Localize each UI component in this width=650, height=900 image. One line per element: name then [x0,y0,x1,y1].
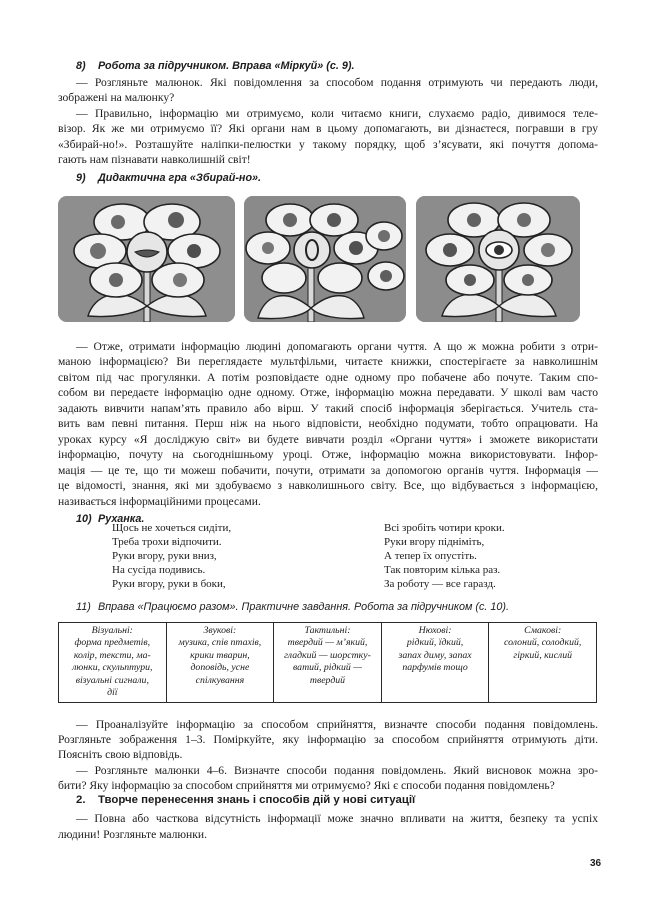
poem-left-line-4: На сусіда подивись. [112,564,206,577]
analysis-line-4: — Розгляньте малюнки 4–6. Визначте способи подання повідомлень. Який висновок можна зро- [76,764,598,777]
item-9-title: Дидактична гра «Збирай-но». [98,172,262,184]
analysis-line-3: Поясніть свою відповідь. [58,748,183,761]
poem-right-line-3: А тепер їх опустіть. [384,550,477,563]
item-11-number: 11) [76,601,91,613]
senses-table [58,622,597,703]
sound-cell [166,623,274,703]
visual-cell [59,623,167,703]
sound-item-3: доповідь, усне [190,662,250,674]
poem-left-line-5: Руки вгору, руки в боки, [112,578,226,591]
section-2-heading [76,794,415,806]
item-8-number: 8) [76,60,86,72]
visual-item-3: люнки, скульптури, [72,662,153,674]
main-paragraph-line-4: собом ви передаєте інформацію одне одному. Отже, інформацію можна передавати. У школі вам часто [58,386,598,399]
poem-right-line-5: За роботу — все гаразд. [384,578,496,591]
main-paragraph-line-2: маною інформацією? Ви переглядаєте мультфільми, читаєте книжки, спостерігаєте за навколишнім [58,355,598,368]
tactile-category: Тактильні: [304,625,351,636]
taste-item-1: солоний, солодкий, [504,637,582,649]
taste-cell [489,623,597,703]
item-8-line-2: зображені на малюнку? [58,91,175,104]
main-paragraph-line-10: це відомості, знання, які ми здобуваємо з навколишнього світу. Все, що відбувається з інформацією, [58,479,598,492]
sound-item-2: крики тварин, [190,649,250,661]
main-paragraph-line-11: називається інформаційними процесами. [58,495,261,508]
taste-item-2: гіркий, кислий [513,649,572,661]
main-paragraph-line-5: задають вивчити напам’ять правило або вірш. У такий спосіб інформація зберігається. Учитель ста- [58,402,598,415]
smell-item-3: парфумів тощо [402,662,468,674]
item-8-title: Робота за підручником. Вправа «Міркуй» (с. 9). [98,60,355,72]
analysis-line-2: Розгляньте зображення 1–3. Поміркуйте, яку інформацію за способом сприйняття отримують діти. [58,733,598,746]
item-8-line-3: — Правильно, інформацію ми отримуємо, коли читаємо книги, слухаємо радіо, дивимося теле- [76,107,598,120]
section-2-title: Творче перенесення знань і способів дій у нові ситуації [98,794,416,806]
section-2-number: 2. [76,794,86,806]
item-8-line-4: візор. Як же ми отримуємо її? Які органи нам в цьому допомагають, ви дізнаєтеся, погравши в гру [58,122,598,135]
page-number: 36 [590,858,602,869]
visual-item-4: візуальні сигнали, [75,674,149,686]
tactile-item-3: ватий, рідкий — [292,662,362,674]
visual-item-5: дії [107,687,118,699]
item-8-line-5: «Збирай-но!». Розташуйте наліпки-пелюстки у такому порядку, щоб з’ясувати, які почуття допома- [58,138,598,151]
poem-left-column [112,521,231,591]
item-9-number: 9) [76,172,86,184]
item-10-title: Руханка. [98,513,145,525]
item-8-line-6: гають нам пізнавати навколишній світ! [58,153,251,166]
main-paragraph-line-8: інформацію, почуту на сьогоднішньому уроці. Отже, інформацію можна використовувати. Інфор- [58,448,598,461]
tactile-item-4: твердий [309,674,346,686]
main-paragraph-line-1: — Отже, отримати інформацію людині допомагають органи чуття. А що ж можна робити з отри- [76,340,598,353]
flower-illustration-1 [58,196,235,322]
poem-right-line-1: Всі зробіть чотири кроки. [384,522,505,534]
sound-item-1: музика, спів птахів, [178,637,262,649]
smell-cell [381,623,489,703]
poem-left-line-3: Руки вгору, руки вниз, [112,550,217,563]
senses-table-row [59,623,597,703]
tactile-item-2: гладкий — шорстку- [284,649,371,661]
flower-photo-3 [416,196,580,322]
flower-photo-1 [58,196,235,322]
flower-illustration-2 [244,196,406,322]
visual-item-2: колір, тексти, ма- [73,649,151,661]
visual-category: Візуальні: [91,625,133,636]
smell-category: Нюхові: [418,625,452,636]
main-paragraph-line-3: світом під час прогулянки. А потім розповідаєте одне одному про побачене або почуте. Таким спо- [58,371,598,384]
poem-right-column [384,521,505,591]
visual-item-1: форма предметів, [74,637,151,649]
poem-left-line-2: Треба трохи відпочити. [112,536,222,549]
poem-right-line-4: Так повторим кілька раз. [384,564,501,577]
item-8-line-1: — Розгляньте малюнок. Які повідомлення за способом подання отримують чи передають люди, [76,76,598,89]
analysis-line-1: — Проаналізуйте інформацію за способом сприйняття, визначте способи подання повідомлень. [76,718,598,731]
final-line-1: — Повна або часткова відсутність інформації може значно впливати на життя, безпеку та успіх [76,812,598,825]
sound-item-4: спілкування [195,674,245,686]
main-paragraph-line-7: уроках курсу «Я досліджую світ» ви будете вивчати розділ «Органи чуття» і зможете використати [58,433,598,446]
main-paragraph-line-9: мація — це те, що ти можеш побачити, почути, отримати за допомогою органів чуття. Інформація — [58,464,598,477]
smell-item-2: запах диму, запах [398,649,472,661]
item-10-number: 10) [76,513,92,525]
item-11-title: Вправа «Працюємо разом». Практичне завдання. Робота за підручником (с. 10). [98,601,509,613]
flower-illustration-3 [416,196,580,322]
poem-right-line-2: Руки вгору підніміть, [384,536,485,549]
poem-left-line-1: Щось не хочеться сидіти, [112,522,232,534]
item-8-heading [76,60,354,72]
final-line-2: людини! Розгляньте малюнки. [58,828,208,841]
tactile-item-1: твердий — м’який, [287,637,368,649]
taste-category: Смакові: [524,625,562,636]
smell-item-1: рідкий, їдкий, [406,637,464,649]
analysis-line-5: бити? Яку інформацію за способом сприйняття ми отримуємо? Які є способи подання повідомлень? [58,779,555,792]
sound-category: Звукові: [203,625,237,636]
item-9-heading [76,172,261,184]
flower-photo-2 [244,196,406,322]
tactile-cell [274,623,382,703]
item-11-heading [76,601,509,613]
main-paragraph-line-6: вить вам певні питання. Перш ніж на нього відповісти, необхідно подумати, тобто опрацювати. На [58,417,598,430]
